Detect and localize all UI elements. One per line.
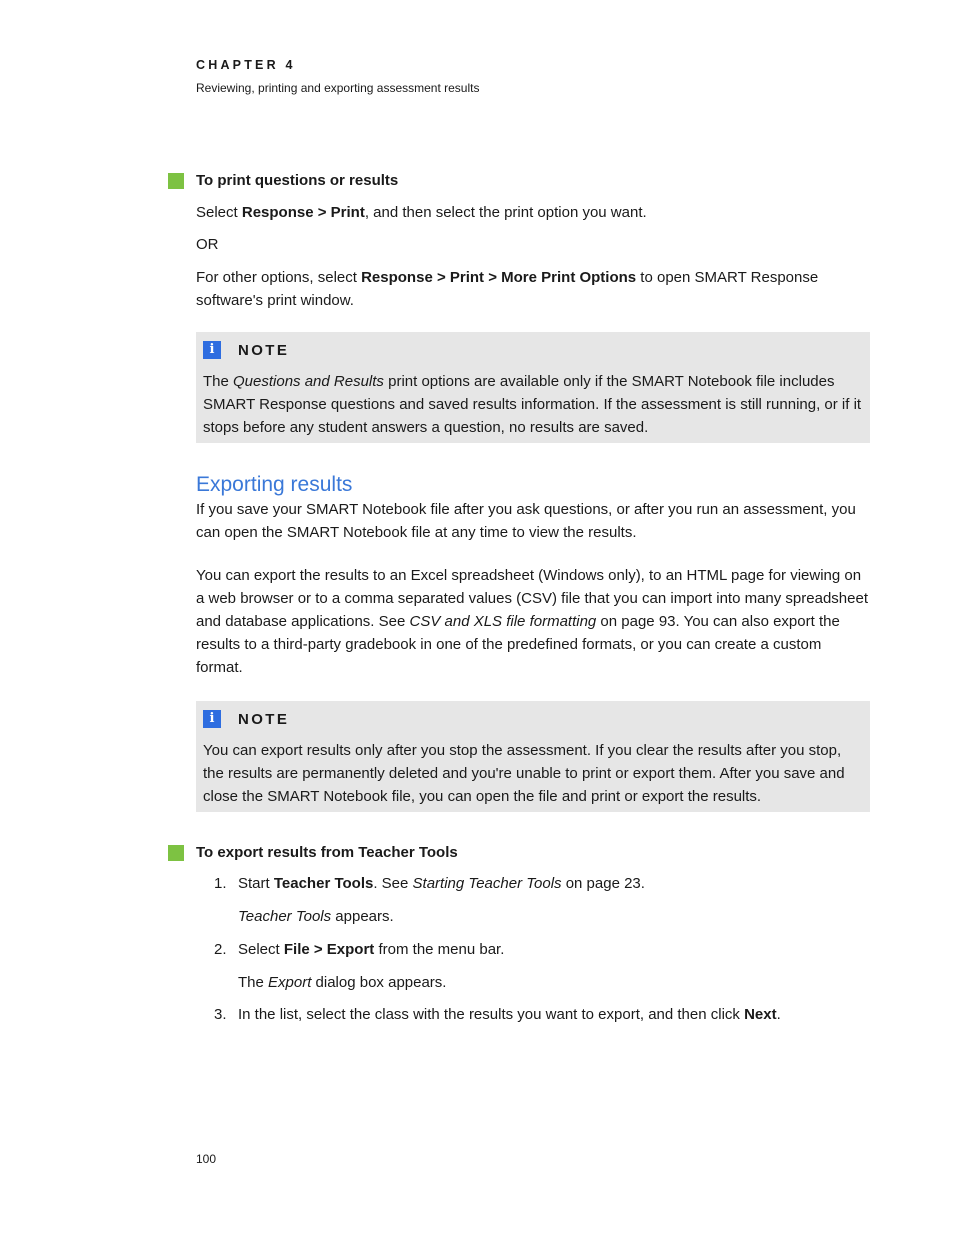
note-header	[203, 338, 863, 362]
procedure-square-icon	[168, 845, 184, 861]
main-content	[196, 170, 870, 1026]
print-instruction: Select Response > Print, and then select the print option you want.	[196, 204, 647, 221]
step-text: Select File > Export from the menu bar.	[238, 941, 505, 958]
note-title: NOTE	[238, 341, 290, 359]
more-print-options-instruction: For other options, select Response > Print > More Print Options to open SMART Response software's print window.	[196, 269, 819, 309]
note-box-export	[196, 701, 870, 812]
step-result: The Export dialog box appears.	[238, 974, 447, 991]
chapter-label: CHAPTER 4	[196, 58, 296, 72]
step-text: Start Teacher Tools. See Starting Teacher Tools on page 23.	[238, 875, 645, 892]
starting-teacher-tools-link[interactable]: Starting Teacher Tools	[412, 875, 562, 892]
step-number: 3.	[214, 1006, 227, 1023]
note-box-print	[196, 332, 870, 443]
section-heading-exporting: Exporting results	[196, 473, 353, 496]
step-item	[214, 872, 870, 928]
step-number: 1.	[214, 875, 227, 892]
page-number: 100	[196, 1152, 217, 1166]
info-icon: i	[203, 710, 221, 728]
note-text: The Questions and Results print options are available only if the SMART Notebook file includes SMART Response questions and saved results information. If the assessment is still running, or if it stops before any student answers a question, no results are saved.	[203, 373, 862, 436]
exporting-paragraph-2: You can export the results to an Excel spreadsheet (Windows only), to an HTML page for viewing on a web browser or to a comma separated values (CSV) file that you can import into many spreadsheet and database applications. See CSV and XLS file formatting on page 93. You can also export the results to a third-party gradebook in one of the predefined formats, or you can create a custom format.	[196, 567, 868, 676]
or-separator: OR	[196, 236, 219, 253]
info-icon: i	[203, 341, 221, 359]
step-item	[214, 938, 870, 994]
csv-xls-reference-link[interactable]: CSV and XLS file formatting	[409, 613, 597, 630]
step-number: 2.	[214, 941, 227, 958]
print-procedure-heading	[196, 170, 870, 192]
chapter-subtitle: Reviewing, printing and exporting assessment results	[196, 81, 480, 95]
step-item	[214, 1003, 870, 1026]
note-header	[203, 707, 863, 731]
note-title: NOTE	[238, 710, 290, 728]
print-procedure-heading-text: To print questions or results	[196, 172, 399, 189]
export-procedure-heading-text: To export results from Teacher Tools	[196, 844, 458, 861]
export-steps-list	[196, 872, 870, 1026]
procedure-square-icon	[168, 173, 184, 189]
note-text: You can export results only after you stop the assessment. If you clear the results after you stop, the results are permanently deleted and you're unable to print or export them. After you save and close the SMART Notebook file, you can open the file and print or export the results.	[203, 742, 845, 805]
export-procedure-heading	[196, 842, 870, 864]
step-text: In the list, select the class with the results you want to export, and then click Next.	[238, 1006, 781, 1023]
step-result: Teacher Tools appears.	[238, 908, 394, 925]
exporting-paragraph-1: If you save your SMART Notebook file after you ask questions, or after you run an assessment, you can open the SMART Notebook file at any time to view the results.	[196, 501, 856, 541]
